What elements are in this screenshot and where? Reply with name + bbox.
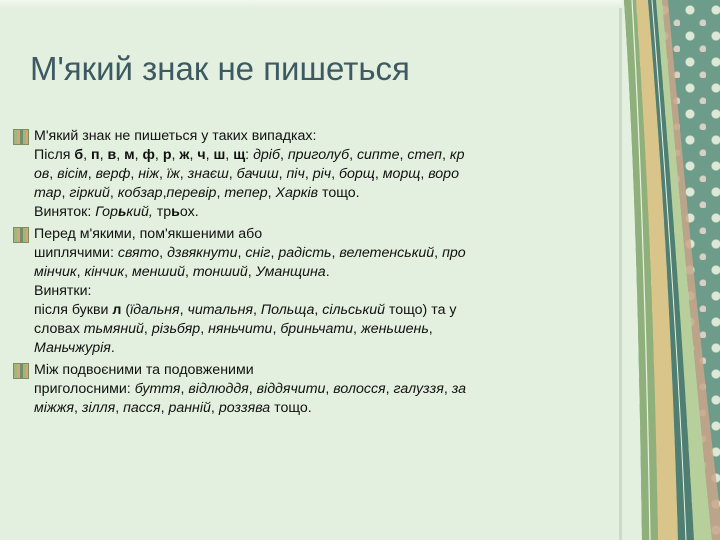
text-run: приголосними: (34, 381, 135, 397)
text-run: , (83, 147, 92, 163)
text-run: , (205, 147, 214, 163)
example-word: Маньчжурія (34, 340, 111, 356)
text-run: , (179, 166, 188, 182)
text-run: , (270, 245, 279, 261)
example-word: степ (407, 147, 442, 163)
text-run: , (331, 166, 339, 182)
text-run: , (180, 381, 189, 397)
example-word: тонший (192, 264, 248, 280)
bullet-item (10, 225, 620, 358)
example-word: тьмяний (83, 321, 144, 337)
text-run: , (420, 166, 429, 182)
example-word: бриньчати (280, 321, 354, 337)
text-run: , (87, 166, 96, 182)
text-run: , (61, 185, 70, 201)
text-run: , (130, 166, 139, 182)
text-run: , (154, 147, 163, 163)
example-word: сільський (322, 302, 385, 318)
text-run: , (99, 147, 108, 163)
example-word: перевір (166, 185, 217, 201)
example-word: міжжя (34, 400, 74, 416)
text-line (34, 263, 620, 282)
bold-letter: ш (213, 147, 226, 163)
example-word: морщ (382, 166, 421, 182)
text-line (34, 361, 620, 380)
text-run: М'який знак не пишеться у таких випадках: (34, 128, 317, 144)
example-word: тар (34, 185, 62, 201)
example-word: ранній (168, 400, 211, 416)
text-run: , (216, 185, 225, 201)
text-run: , (314, 302, 323, 318)
example-word: кий, (126, 204, 153, 220)
bold-letter: л (112, 302, 122, 318)
example-word: за (451, 381, 467, 397)
text-run: , (115, 400, 124, 416)
text-run: , (248, 381, 257, 397)
text-run: тощо) та у (384, 302, 457, 318)
example-word: борщ (338, 166, 375, 182)
text-run: , (374, 166, 383, 182)
text-run: , (441, 147, 450, 163)
text-run: , (189, 147, 198, 163)
example-word: віддячити (256, 381, 326, 397)
bold-letter: щ (233, 147, 246, 163)
text-line (34, 320, 620, 339)
text-line (34, 203, 620, 222)
example-word: дріб (253, 147, 280, 163)
example-word: радість (278, 245, 332, 261)
text-run: , (272, 321, 281, 337)
text-line (34, 301, 620, 320)
text-run: , (162, 185, 167, 201)
example-word: роззява (218, 400, 271, 416)
text-line (34, 225, 620, 244)
example-word: вісім (57, 166, 88, 182)
bold-letter: п (91, 147, 100, 163)
text-run: , (278, 166, 287, 182)
example-word: галуззя (393, 381, 444, 397)
text-run: , (237, 245, 246, 261)
bold-letter: м (124, 147, 135, 163)
example-word: річ (312, 166, 332, 182)
example-word: тепер (224, 185, 268, 201)
bold-letter: ь (171, 204, 180, 220)
example-word: відлюддя (188, 381, 249, 397)
example-word: кобзар (117, 185, 163, 201)
example-word: ов (34, 166, 50, 182)
example-word: їж (166, 166, 180, 182)
bullet-marker-icon (13, 129, 29, 145)
text-run: Після (34, 147, 75, 163)
text-run: , (73, 400, 82, 416)
text-run: , (228, 166, 237, 182)
text-run: , (49, 166, 58, 182)
example-word: велетенський (339, 245, 435, 261)
example-word: ніж (138, 166, 159, 182)
bold-letter: ф (142, 147, 155, 163)
text-run: , (304, 166, 313, 182)
text-run: тощо. (318, 185, 360, 201)
text-run: , (171, 147, 180, 163)
example-word: Уманщина (255, 264, 326, 280)
text-run: , (385, 381, 394, 397)
text-line (34, 184, 620, 203)
example-word: бачиш (236, 166, 279, 182)
text-run: Між подвоєними та подовженими (34, 362, 254, 378)
text-run: , (158, 166, 167, 182)
text-line (34, 127, 620, 146)
bold-letter: в (107, 147, 117, 163)
bullet-marker-icon (13, 363, 29, 379)
text-run: , (434, 245, 443, 261)
text-run: Винятки: (34, 283, 92, 299)
example-word: верф (95, 166, 131, 182)
text-line (34, 339, 620, 358)
example-word: їдальня (130, 302, 180, 318)
text-run: Виняток: (34, 204, 96, 220)
bold-letter: ж (179, 147, 190, 163)
example-word: знаєш (187, 166, 229, 182)
bold-letter: р (162, 147, 172, 163)
text-run: . (325, 264, 330, 280)
text-run: , (159, 245, 168, 261)
text-line (34, 165, 620, 184)
example-word: свято (117, 245, 160, 261)
text-run: ох. (179, 204, 199, 220)
example-word: буття (134, 381, 181, 397)
text-run: , (247, 264, 256, 280)
example-word: Харків (275, 185, 319, 201)
text-run: Перед м'якими, пом'якшеними або (34, 226, 263, 242)
text-run: словах (34, 321, 84, 337)
text-run: , (210, 400, 219, 416)
text-line (34, 282, 620, 301)
text-run: , (134, 147, 143, 163)
example-word: воро (428, 166, 459, 182)
bullet-item (10, 361, 620, 418)
text-run: , (143, 321, 152, 337)
example-word: про (442, 245, 466, 261)
example-word: менший (132, 264, 185, 280)
text-run: , (200, 321, 209, 337)
bold-letter: ч (197, 147, 206, 163)
text-line (34, 244, 620, 263)
example-word: сипте (356, 147, 400, 163)
example-word: ь (117, 204, 127, 220)
text-line (34, 399, 620, 418)
example-word: приголуб (287, 147, 350, 163)
bold-letter: б (74, 147, 84, 163)
example-word: піч (286, 166, 305, 182)
bullet-marker-icon (13, 227, 29, 243)
text-run: , (116, 147, 125, 163)
example-word: зілля (81, 400, 116, 416)
text-run: : (245, 147, 254, 163)
text-run: , (179, 302, 188, 318)
text-run: , (225, 147, 234, 163)
text-run: , (428, 321, 433, 337)
example-word: мінчик (34, 264, 77, 280)
text-run: , (349, 147, 357, 163)
text-run: , (331, 245, 340, 261)
example-word: різьбяр (151, 321, 201, 337)
text-run: , (353, 321, 361, 337)
slide-title: М'який знак не пишеться (30, 50, 410, 87)
example-word: дзвякнути (167, 245, 238, 261)
example-word: гіркий (69, 185, 110, 201)
example-word: сніг (245, 245, 271, 261)
text-run: , (267, 185, 276, 201)
text-run: . (110, 340, 115, 356)
text-line (34, 380, 620, 399)
example-word: няньчити (208, 321, 273, 337)
example-word: женьшень (360, 321, 429, 337)
bullet-item (10, 127, 620, 222)
text-line (34, 146, 620, 165)
text-run: , (443, 381, 452, 397)
text-run: ( (121, 302, 131, 318)
example-word: Польща (260, 302, 315, 318)
text-run: після букви (34, 302, 113, 318)
text-run: , (399, 147, 408, 163)
text-run: шиплячими: (34, 245, 118, 261)
text-run: , (184, 264, 193, 280)
text-run: , (325, 381, 334, 397)
example-word: читальня (187, 302, 253, 318)
text-run: , (124, 264, 132, 280)
example-word: кр (449, 147, 465, 163)
text-run: , (109, 185, 118, 201)
example-word: Гор (95, 204, 118, 220)
example-word: волосся (333, 381, 386, 397)
text-run: тр (152, 204, 172, 220)
text-run: , (76, 264, 85, 280)
text-run: , (253, 302, 261, 318)
text-run: , (279, 147, 288, 163)
text-run: тощо. (270, 400, 312, 416)
example-word: кінчик (84, 264, 125, 280)
example-word: пасся (123, 400, 161, 416)
text-run: , (160, 400, 169, 416)
bullet-list (10, 127, 620, 421)
panel-top-highlight (0, 0, 622, 8)
